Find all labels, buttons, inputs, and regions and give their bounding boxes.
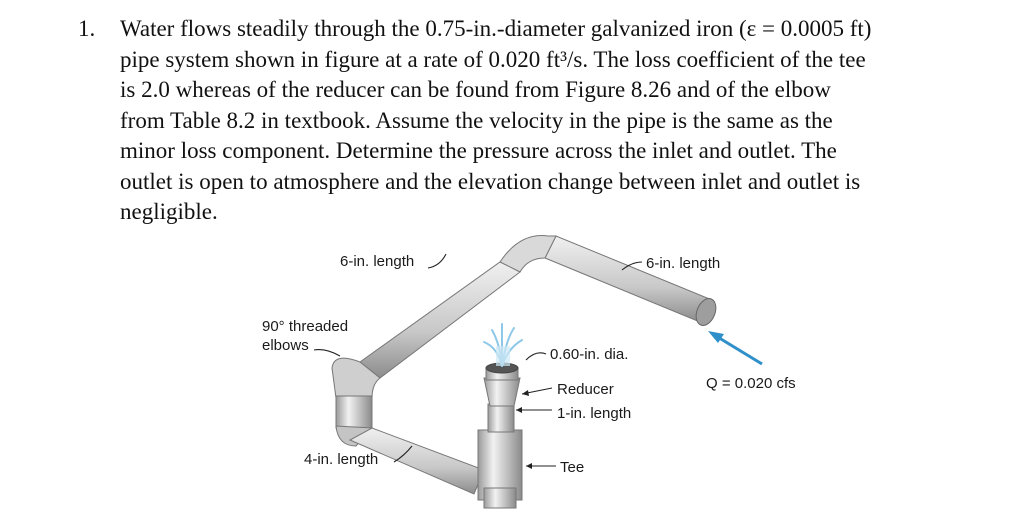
pipe-segment-right xyxy=(545,236,712,322)
problem-line: from Table 8.2 in textbook. Assume the velocity in the pipe is the same as the xyxy=(120,107,833,133)
problem-line: outlet is open to atmosphere and the elevation change between inlet and outlet is xyxy=(120,168,861,194)
leader-6in-left xyxy=(428,254,446,268)
pipe-segment-vertical-left xyxy=(336,396,372,428)
reducer xyxy=(484,378,520,406)
problem-number: 1. xyxy=(78,16,96,41)
problem-line: Water flows steadily through the 0.75-in.-diameter galvanized iron (ε = 0.0005 ft) xyxy=(120,16,872,41)
label-1in: 1-in. length xyxy=(557,405,632,422)
label-flow-rate: Q = 0.020 cfs xyxy=(706,375,796,392)
flow-arrow xyxy=(716,336,762,364)
label-4in: 4-in. length xyxy=(304,451,379,468)
label-diameter: 0.60-in. dia. xyxy=(550,346,629,363)
label-elbows-line1: 90° threaded xyxy=(262,318,349,335)
short-pipe xyxy=(488,404,514,432)
label-6in-left: 6-in. length xyxy=(340,253,415,270)
tee-stub xyxy=(484,488,516,508)
label-reducer: Reducer xyxy=(557,381,614,398)
leader-diameter xyxy=(526,353,546,360)
problem-line: is 2.0 whereas of the reducer can be found from Figure 8.26 and of the elbow xyxy=(120,77,831,102)
label-elbows-line2: elbows xyxy=(262,337,309,354)
problem-line: minor loss component. Determine the pressure across the inlet and outlet. The xyxy=(120,138,837,163)
leader-elbows xyxy=(314,350,340,356)
problem-line: pipe system shown in figure at a rate of 0.020 ft³/s. The loss coefficient of the tee xyxy=(120,46,866,72)
label-tee: Tee xyxy=(560,459,585,476)
flow-arrow-head xyxy=(708,331,724,343)
label-6in-right: 6-in. length xyxy=(646,255,721,272)
problem-line: negligible. xyxy=(120,199,218,224)
